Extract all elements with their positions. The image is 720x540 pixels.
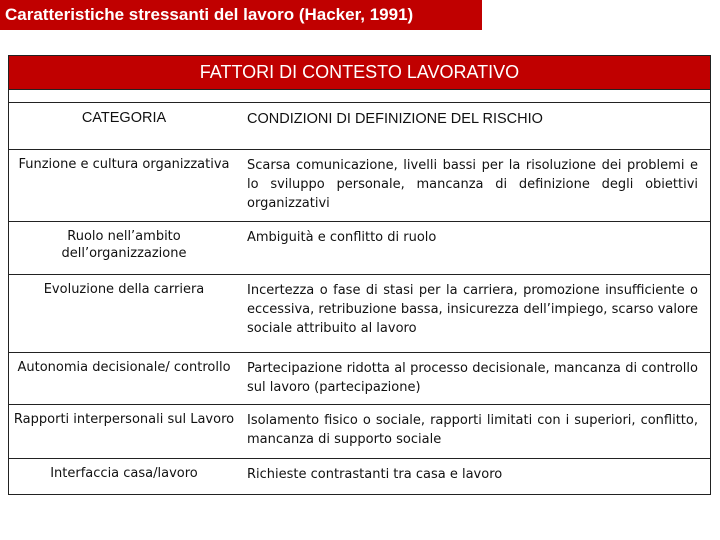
row-conditions: Partecipazione ridotta al processo decisionale, mancanza di controllo sul lavoro (partecipazione) (247, 361, 698, 395)
table-spacer-row (9, 89, 710, 103)
table-row (9, 405, 710, 459)
header-row (9, 103, 710, 150)
header-category: CATEGORIA (81, 110, 167, 126)
table-body (9, 103, 710, 497)
row-conditions: Isolamento fisico o sociale, rapporti limitati con i superiori, conflitto, mancanza di supporto sociale (247, 413, 698, 447)
row-category: Evoluzione della carriera (43, 282, 205, 297)
table-row (9, 275, 710, 353)
row-conditions: Ambiguità e conflitto di ruolo (247, 230, 437, 245)
row-category: Funzione e cultura organizzativa (18, 157, 230, 172)
table-row (9, 222, 710, 275)
row-conditions: Incertezza o fase di stasi per la carriera, promozione insufficiente o eccessiva, retribuzione bassa, insicurezza dell’impiego, scarso valore sociale attribuito al lavoro (247, 283, 698, 336)
row-category: Interfaccia casa/lavoro (50, 466, 198, 481)
row-conditions: Scarsa comunicazione, livelli bassi per la risoluzione dei problemi e lo sviluppo personale, mancanza di definizione degli obiettivi organizzativi (247, 158, 698, 211)
table-row (9, 150, 710, 222)
row-category: Autonomia decisionale/ controllo (17, 360, 231, 375)
row-category: Rapporti interpersonali sul Lavoro (13, 412, 235, 427)
context-factors-table (8, 55, 711, 495)
row-conditions: Richieste contrastanti tra casa e lavoro (247, 467, 503, 482)
header-conditions: CONDIZIONI DI DEFINIZIONE DEL RISCHIO (247, 111, 543, 127)
table-row (9, 459, 710, 497)
section-title: FATTORI DI CONTESTO LAVORATIVO (9, 56, 710, 89)
row-category: Ruolo nell’ambito dell’organizzazione (61, 229, 187, 261)
table-row (9, 353, 710, 405)
slide-title: Caratteristiche stressanti del lavoro (Hacker, 1991) (0, 0, 482, 30)
